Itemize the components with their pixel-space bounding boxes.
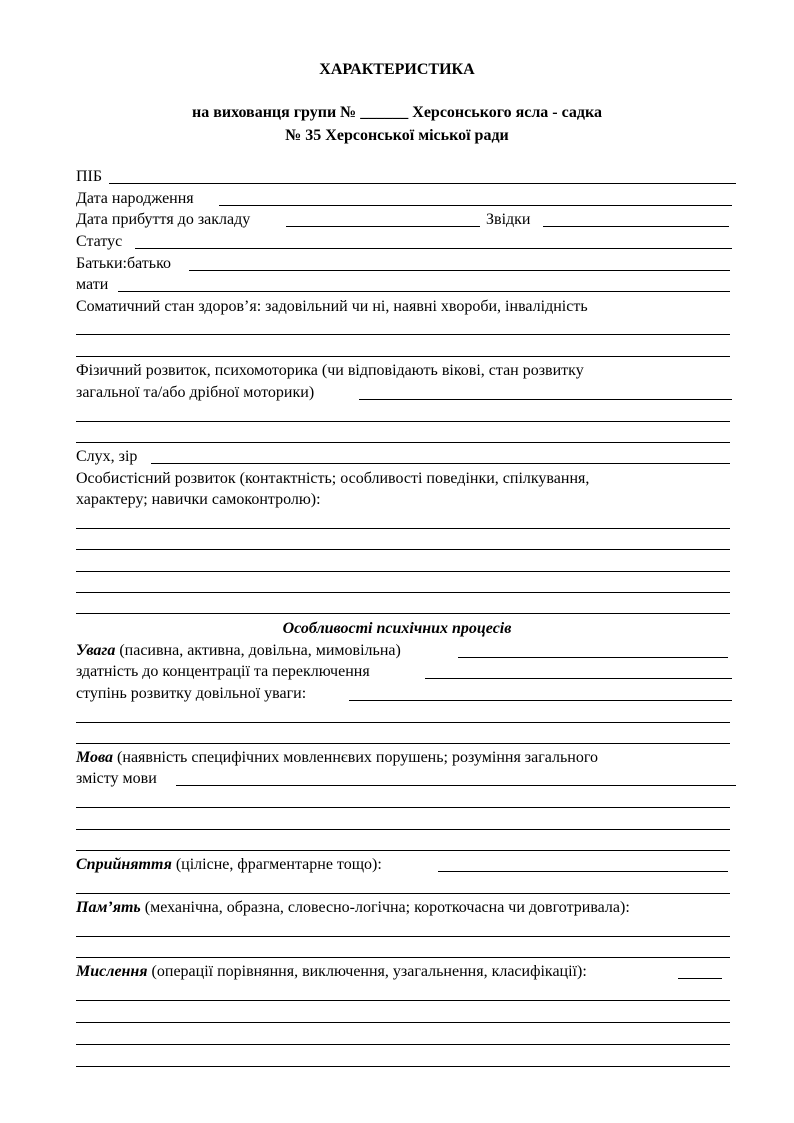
father-field[interactable] — [189, 270, 730, 271]
mother-label: мати — [76, 276, 109, 293]
personal-label-2: характеру; навички самоконтролю): — [76, 491, 321, 508]
thinking-line-2[interactable] — [76, 1022, 730, 1023]
perception-desc: (цілісне, фрагментарне тощо): — [171, 856, 382, 873]
attention-concentration-field[interactable] — [425, 678, 732, 679]
speech-term: Мова — [76, 749, 114, 766]
thinking-term: Мислення — [76, 963, 148, 980]
birth-date-label: Дата народження — [76, 190, 194, 207]
memory-desc: (механічна, образна, словесно-логічна; короткочасна чи довготривала): — [140, 899, 630, 916]
memory-line-1[interactable] — [76, 936, 730, 937]
thinking-line-3[interactable] — [76, 1044, 730, 1045]
attention-line-1[interactable] — [76, 722, 730, 723]
personal-line-5[interactable] — [76, 613, 730, 614]
physical-field[interactable] — [359, 399, 732, 400]
physical-line-1[interactable] — [76, 421, 730, 422]
personal-line-1[interactable] — [76, 528, 730, 529]
attention-field[interactable] — [458, 657, 728, 658]
memory-line-2[interactable] — [76, 957, 730, 958]
personal-line-3[interactable] — [76, 571, 730, 572]
attention-voluntary-field[interactable] — [349, 700, 732, 701]
document-subtitle-line2: № 35 Херсонської міської ради — [285, 127, 509, 144]
memory-label — [76, 898, 630, 918]
pib-field[interactable] — [109, 183, 736, 184]
memory-term: Пам’ять — [76, 899, 141, 916]
speech-label — [76, 748, 598, 768]
personal-label-1: Особистісний розвиток (контактність; особливості поведінки, спілкування, — [76, 470, 590, 487]
document-subtitle-line1: на вихованця групи № ______ Херсонського ясла - садка — [191, 104, 602, 121]
perception-line-1[interactable] — [76, 893, 730, 894]
attention-line-2[interactable] — [76, 743, 730, 744]
personal-line-4[interactable] — [76, 592, 730, 593]
hearing-field[interactable] — [151, 463, 730, 464]
hearing-label: Слух, зір — [76, 448, 138, 465]
attention-voluntary-label: ступінь розвитку довільної уваги: — [76, 685, 307, 702]
somatic-line-1[interactable] — [76, 334, 730, 335]
attention-label — [76, 641, 401, 661]
speech-field[interactable] — [176, 785, 736, 786]
perception-label — [76, 855, 382, 875]
thinking-desc: (операції порівняння, виключення, узагальнення, класифікації): — [147, 963, 587, 980]
perception-field[interactable] — [438, 871, 728, 872]
speech-label-2: змісту мови — [76, 770, 157, 787]
speech-line-2[interactable] — [76, 829, 730, 830]
physical-label-1: Фізичний розвиток, психомоторика (чи відповідають вікові, стан розвитку — [76, 362, 584, 379]
status-label: Статус — [76, 233, 123, 250]
status-field[interactable] — [135, 248, 732, 249]
arrival-date-label: Дата прибуття до закладу — [76, 211, 251, 228]
physical-label-2: загальної та/або дрібної моторики) — [76, 384, 315, 401]
attention-desc: (пасивна, активна, довільна, мимовільна) — [115, 642, 401, 659]
speech-line-3[interactable] — [76, 850, 730, 851]
from-where-label: Звідки — [486, 211, 531, 228]
attention-concentration-label: здатність до концентрації та переключення — [76, 663, 370, 680]
mother-field[interactable] — [118, 291, 730, 292]
attention-term: Увага — [76, 642, 116, 659]
from-where-field[interactable] — [543, 226, 729, 227]
physical-line-2[interactable] — [76, 442, 730, 443]
speech-line-1[interactable] — [76, 807, 730, 808]
thinking-line-1[interactable] — [76, 1000, 730, 1001]
father-label: Батьки:батько — [76, 255, 172, 272]
section-title: Особливості психічних процесів — [282, 620, 512, 637]
document-title: ХАРАКТЕРИСТИКА — [319, 61, 475, 78]
pib-label: ПІБ — [76, 168, 103, 185]
speech-desc: (наявність специфічних мовленнєвих порушень; розуміння загального — [113, 749, 599, 766]
thinking-line-4[interactable] — [76, 1066, 730, 1067]
birth-date-field[interactable] — [219, 205, 732, 206]
personal-line-2[interactable] — [76, 549, 730, 550]
somatic-label: Соматичний стан здоров’я: задовільний чи ні, наявні хвороби, інвалідність — [76, 298, 588, 315]
somatic-line-2[interactable] — [76, 356, 730, 357]
arrival-date-field[interactable] — [286, 226, 480, 227]
thinking-field[interactable] — [678, 978, 722, 979]
thinking-label — [76, 962, 587, 982]
perception-term: Сприйняття — [76, 856, 172, 873]
